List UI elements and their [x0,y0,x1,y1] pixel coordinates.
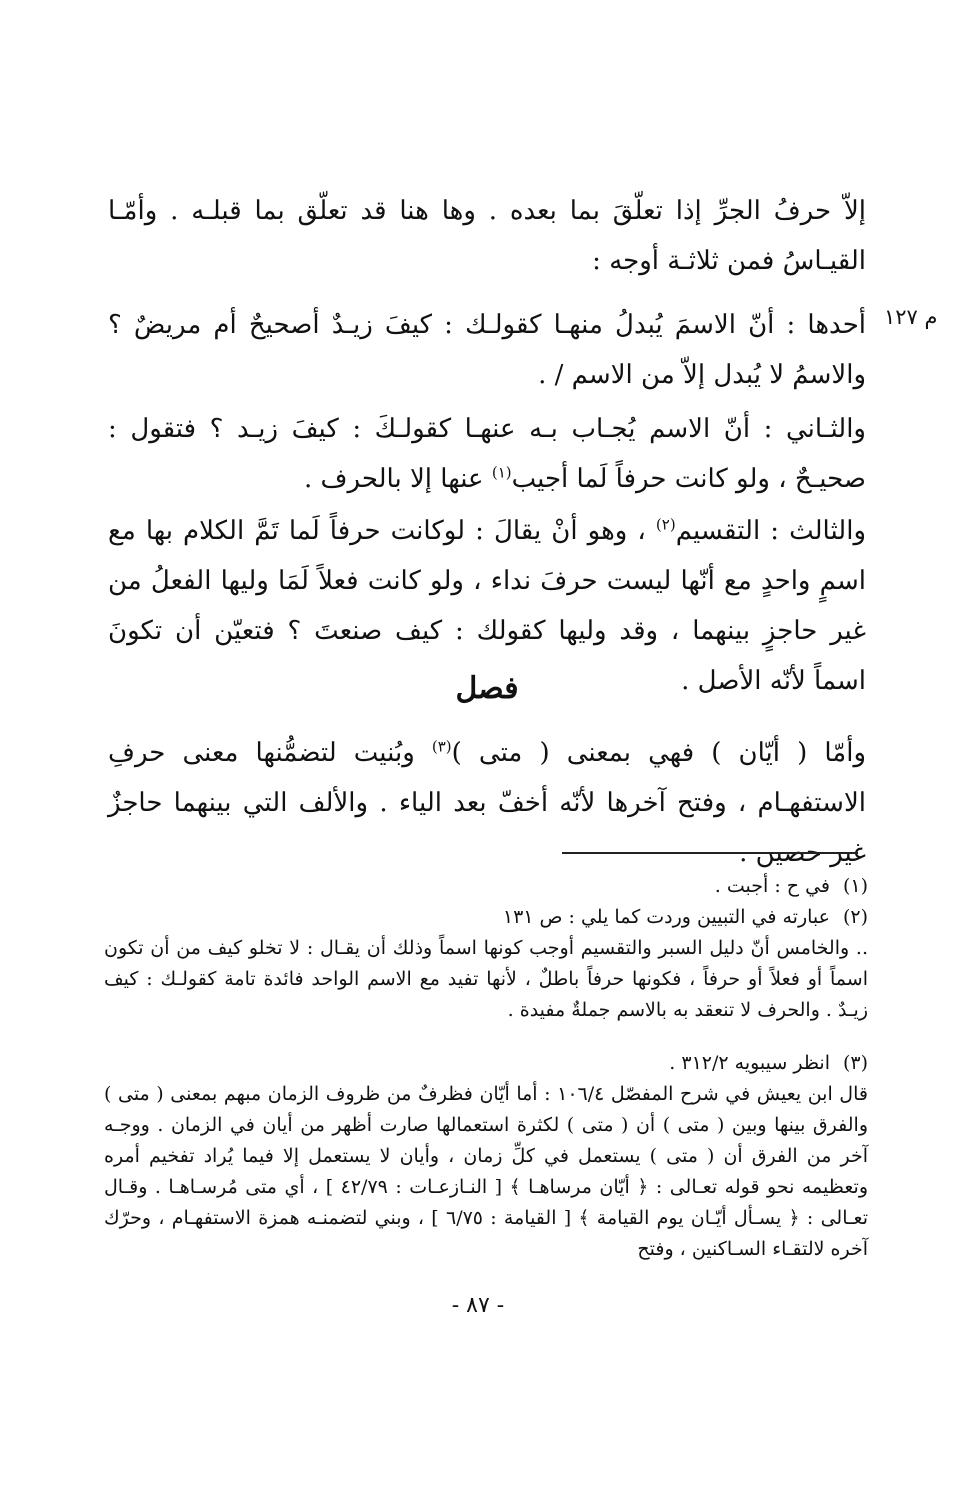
footnote-ref-3[interactable]: (٣) [431,737,452,756]
footnote-3-quote: قال ابن يعيش في شرح المفصّل ١٠٦/٤ : أما أيّان فظرفٌ من ظروف الزمان مبهم بمعنى ( متى ) والفرق بينها وبين ( متى ) أن ( متى ) لكثرة استعمالها صارت أظهر من أيان في الزمان . ووجـه آخر من الفرق أن ( متى ) يستعمل في كلِّ زمان ، وأيان لا يستعمل إلا فيما يُراد تفخيم أمره وتعظيمه نحو قوله تعـالى : ﴿ أيّان مرساهـا ﴾ [ النـازعـات : ٤٢/٧٩ ] ، أي متى مُرسـاهـا . وقـال تعـالى : ﴿ يسـأل أيّـان يوم القيامة ﴾ [ القيامة : ٦/٧٥ ] ، وبني لتضمنـه همزة الاستفهـام ، وحرّك آخره لالتقـاء السـاكنين ، وفتح [104,1083,868,1260]
paragraph-ayyan [108,728,866,878]
paragraph-intro [108,186,866,286]
paragraph-first-reason [108,300,866,400]
paragraph-ayyan-tail: وبُنيت لتضمُّنها معنى حرفِ الاستفهـام ، وفتح آخرها لأنّه أخفّ بعد الياء . والألف التي بينهما حاجزٌ غير حصين . [108,738,866,868]
paragraph-first-text: أحدها : أنّ الاسمَ يُبدلُ منهـا كقولـك : كيفَ زيـدٌ أصحيحٌ أم مريضٌ ؟ والاسمُ لا يُبدل إلاّ من الاسم / . [108,310,866,390]
footnote-2-number: (٢) [842,906,868,928]
margin-page-reference: م ١٢٧ [884,305,938,329]
footnote-1 [104,871,868,902]
paragraph-second-tail: عنها إلا بالحرف . [304,464,492,494]
paragraph-third-tail: ، وهو أنْ يقالَ : لوكانت حرفاً لَما تَمَّ الكلام بها مع اسمٍ واحدٍ مع أنّها ليست حرفَ نداء ، ولو كانت فعلاً لَمَا وليها الفعلُ من غير حاجزٍ بينهما ، وقد وليها كقولك : كيف صنعتَ ؟ فتعيّن أن تكونَ اسماً لأنّه الأصل . [108,516,866,696]
footnote-2 [104,902,868,1026]
paragraph-second-text: والثـاني : أنّ الاسم يُجـاب بـه عنهـا كقولـكَ : كيفَ زيـد ؟ فتقول : صحيـحٌ ، ولو كانت حرفاً لَما أجيب [108,414,866,494]
paragraph-second-reason [108,404,866,504]
section-heading: فصل [455,671,519,706]
footnote-2-text: عبارته في التبيين وردت كما يلي : ص ١٣١ [502,906,830,928]
footnote-2-quote: .. والخامس أنّ دليل السبر والتقسيم أوجب كونها اسماً وذلك أن يقـال : لا تخلو كيف من أن تكون اسماً أو فعلاً أو حرفاً ، فكونها حرفاً باطلٌ ، لأنها تفيد مع الاسم الواحد فائدة تامة كقولـك : كيف زيـدٌ . والحرف لا تنعقد به بالاسم جملةٌ مفيدة . [104,937,868,1021]
footnote-ref-1[interactable]: (١) [491,463,512,482]
footnote-3-number: (٣) [842,1052,868,1074]
page-number: - ٨٧ - [451,1293,505,1318]
paragraph-third-text: والثالث : التقسيم [675,516,867,546]
paragraph-intro-text: إلاّ حرفُ الجرِّ إذا تعلّقَ بما بعده . وها هنا قد تعلّق بما قبلـه . وأمّـا القيـاسُ فمن ثلاثـة أوجه : [108,196,866,276]
footnote-1-number: (١) [842,875,868,897]
footnote-1-text: في ح : أجبت . [714,875,830,897]
footnote-ref-2[interactable]: (٢) [655,515,676,534]
paragraph-ayyan-text: وأمّا ( أيّان ) فهي بمعنى ( متى ) [451,738,866,768]
footnote-3-text: انظر سيبويه ٣١٢/٢ . [669,1052,830,1074]
footnote-3 [104,1048,868,1265]
footnote-divider [562,852,858,854]
